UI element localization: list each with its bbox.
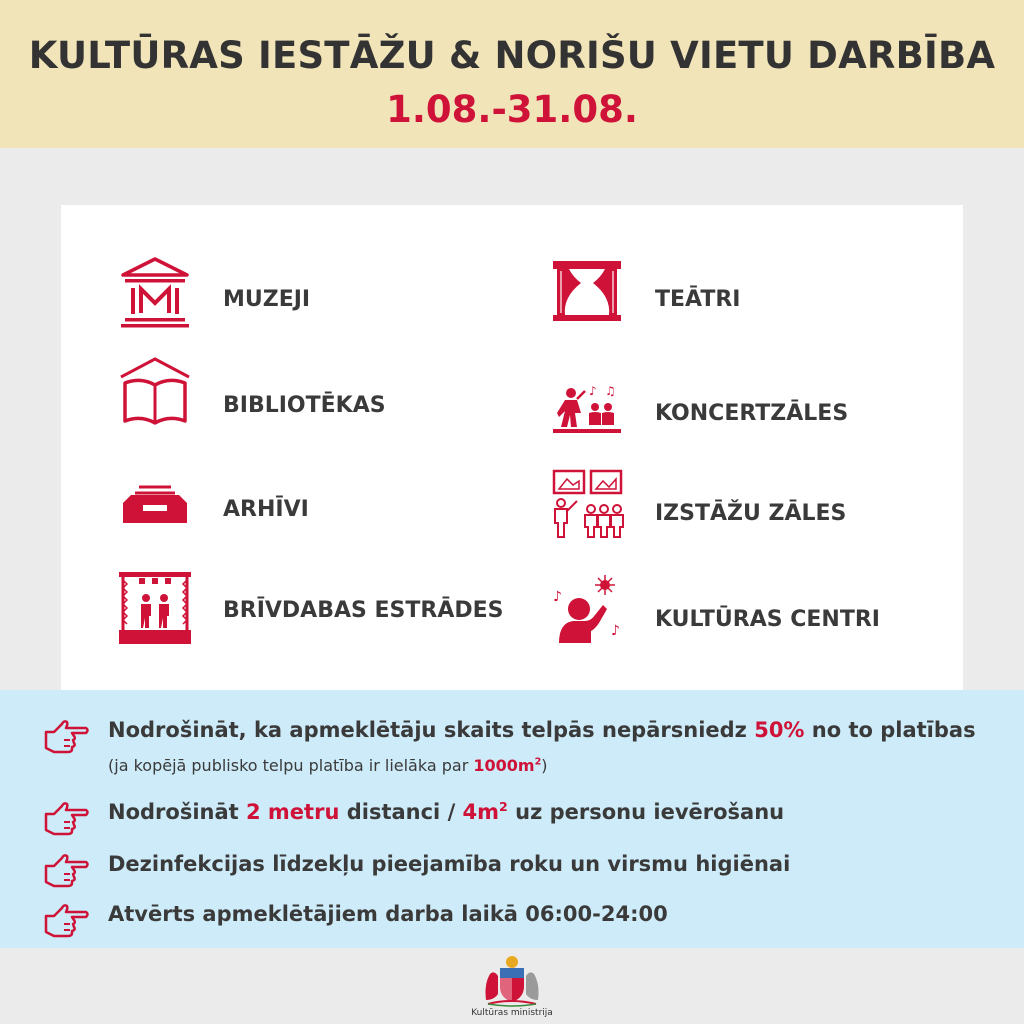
venue-item-museums — [117, 255, 497, 331]
rule-hygiene — [0, 850, 1024, 890]
svg-text:♪: ♪ — [611, 623, 620, 639]
venue-label: KULTŪRAS CENTRI — [655, 607, 880, 632]
venue-item-open-air-stages — [117, 570, 517, 646]
pointing-hand-icon — [42, 852, 90, 888]
venue-label: MUZEJI — [223, 287, 311, 312]
venue-label: TEĀTRI — [655, 287, 741, 312]
archive-tray-icon — [117, 475, 193, 531]
rule-text: Nodrošināt 2 metru distanci / $4m^2$ uz personu ievērošanu — [108, 799, 785, 824]
rule-occupancy — [0, 716, 1024, 786]
rule-text: Nodrošināt, ka apmeklētāju skaits telpās nepārsniedz 50% no to platības — [108, 718, 976, 742]
exhibition-visitors-icon — [551, 469, 627, 539]
venue-card — [61, 205, 963, 691]
header — [0, 0, 1024, 148]
venue-label: IZSTĀŽU ZĀLES — [655, 501, 847, 526]
ministry-name: Kultūras ministrija — [471, 1008, 553, 1018]
venue-label: ARHĪVI — [223, 497, 309, 522]
rule-distance — [0, 798, 1024, 838]
area-per-person: $4m^2$ — [462, 799, 508, 824]
rule-opening-hours — [0, 900, 1024, 940]
venue-item-concert-halls — [551, 383, 931, 443]
venue-label: KONCERTZĀLES — [655, 401, 849, 426]
venue-item-exhibition-halls — [551, 469, 931, 545]
open-book-icon — [117, 355, 193, 431]
distance-value: 2 metru — [246, 800, 340, 824]
culture-dancer-icon — [551, 573, 627, 645]
svg-text:♪: ♪ — [589, 384, 597, 398]
rules-panel — [0, 690, 1024, 948]
occupancy-limit: 50% — [754, 718, 805, 742]
venue-item-libraries — [117, 355, 497, 431]
concert-singer-icon — [551, 383, 623, 435]
date-range: 1.08.-31.08. — [386, 88, 638, 131]
footer — [0, 948, 1024, 1024]
coat-of-arms-icon — [478, 954, 546, 1008]
venue-label: BIBLIOTĒKAS — [223, 393, 386, 418]
area-threshold: $1000m^2$ — [473, 756, 542, 775]
rule-note: (ja kopējā publisko telpu platība ir lielāka par $1000m^2$) — [108, 756, 548, 775]
pointing-hand-icon — [42, 800, 90, 836]
pointing-hand-icon — [42, 718, 90, 754]
pointing-hand-icon — [42, 902, 90, 938]
page-title: KULTŪRAS IESTĀŽU & NORIŠU VIETU DARBĪBA — [28, 34, 996, 77]
venue-item-theatres — [551, 259, 931, 329]
svg-text:♫: ♫ — [605, 384, 616, 398]
venue-item-archives — [117, 475, 497, 535]
svg-text:♪: ♪ — [553, 589, 562, 605]
rule-text: Dezinfekcijas līdzekļu pieejamība roku un virsmu higiēnai — [108, 852, 791, 876]
museum-building-icon — [117, 255, 193, 331]
theatre-curtain-icon — [551, 259, 623, 325]
stage-performers-icon — [117, 570, 193, 646]
venue-label: BRĪVDABAS ESTRĀDES — [223, 598, 504, 623]
venue-item-culture-centres — [551, 573, 931, 649]
rule-text: Atvērts apmeklētājiem darba laikā 06:00-24:00 — [108, 902, 668, 926]
